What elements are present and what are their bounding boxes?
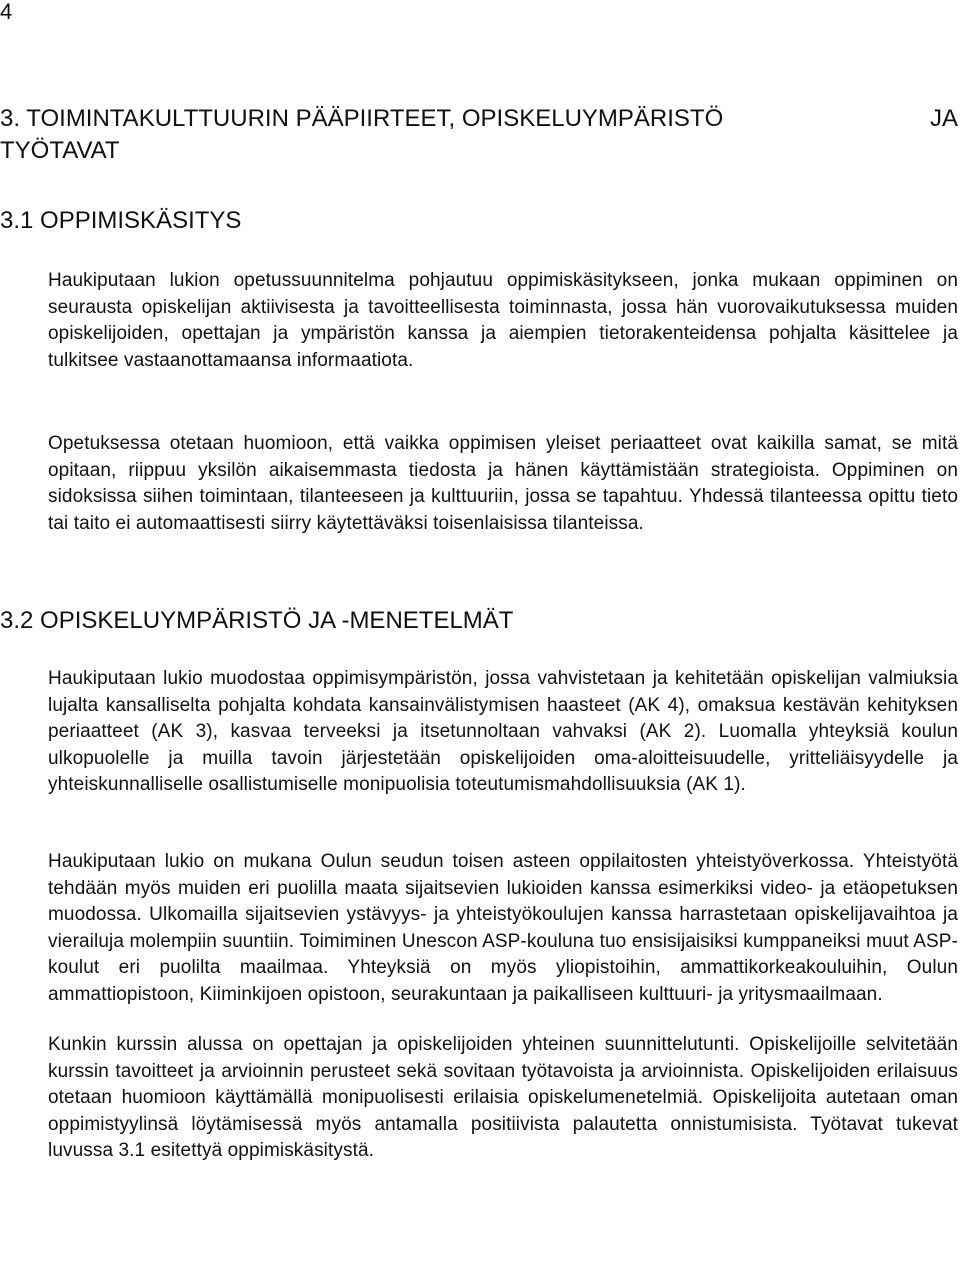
paragraph: Kunkin kurssin alussa on opettajan ja opiskelijoiden yhteinen suunnittelutunti. Opiskelijoille selvitetään kurssin tavoitteet ja arvioinnin perusteet sekä sovitaan työtavoista ja arvioinnista. Opiskelijoiden erilaisuus otetaan huomioon käyttämällä monipuolisesti erilaisia opiskelumenetelmiä. Opiskelijoita autetaan oman oppimistyylinsä löytämisessä myös antamalla positiivista palautetta onnistumisista. Työtavat tukevat luvussa 3.1 esitettyä oppimiskäsitystä.	[48, 1034, 958, 1161]
section-heading-oppimiskasitys: 3.1 OPPIMISKÄSITYS	[0, 207, 242, 234]
chapter-heading-line1-right: JA	[929, 105, 958, 132]
chapter-heading-line1	[0, 103, 958, 135]
chapter-heading-line2: TYÖTAVAT	[0, 137, 120, 164]
chapter-heading-line1-left: 3. TOIMINTAKULTTUURIN PÄÄPIIRTEET, OPISKELUYMPÄRISTÖ	[0, 105, 724, 132]
paragraph: Opetuksessa otetaan huomioon, että vaikka oppimisen yleiset periaatteet ovat kaikilla samat, se mitä opitaan, riippuu yksilön aikaisemmasta tiedosta ja hänen käyttämistään strategioista. Oppiminen on sidoksissa siihen toimintaan, tilanteeseen ja kulttuuriin, jossa se tapahtuu. Yhdessä tilanteessa opittu tieto tai taito ei automaattisesti siirry käytettäväksi toisenlaisissa tilanteissa.	[48, 433, 958, 534]
paragraph: Haukiputaan lukio on mukana Oulun seudun toisen asteen oppilaitosten yhteistyöverkossa. Yhteistyötä tehdään myös muiden eri puolilla maata sijaitsevien lukioiden kanssa esimerkiksi video- ja etäopetuksen muodossa. Ulkomailla sijaitsevien ystävyys- ja yhteistyökoulujen kanssa harrastetaan opiskelijavaihtoa ja vierailuja molempiin suuntiin. Toimiminen Unescon ASP-kouluna tuo ensisijaisiksi kumppaneiksi muut ASP-koulut eri puolilta maailmaa. Yhteyksiä on myös yliopistoihin, ammattikorkeakouluihin, Oulun ammattiopistoon, Kiiminkijoen opistoon, seurakuntaan ja paikalliseen kulttuuri- ja yritysmaailmaan.	[48, 851, 958, 1005]
section-heading-opiskeluymparisto: 3.2 OPISKELUYMPÄRISTÖ JA -MENETELMÄT	[0, 607, 514, 634]
paragraph: Haukiputaan lukio muodostaa oppimisympäristön, jossa vahvistetaan ja kehitetään opiskelijan valmiuksia lujalta kansalliselta pohjalta kohdata kansainvälistymisen haasteet (AK 4), omaksua kestävän kehityksen periaatteet (AK 3), kasvaa terveeksi ja itsetunnoltaan vahvaksi (AK 2). Luomalla yhteyksiä koulun ulkopuolelle ja muilla tavoin järjestetään opiskelijoiden oma-aloitteisuudelle, yritteliäisyydelle ja yhteiskunnalliselle osallistumiselle monipuolisia toteutumismahdollisuuksia (AK 1).	[48, 668, 958, 795]
paragraph: Haukiputaan lukion opetussuunnitelma pohjautuu oppimiskäsitykseen, jonka mukaan oppiminen on seurausta opiskelijan aktiivisesta ja tavoitteellisesta toiminnasta, jossa hän vuorovaikutuksessa muiden opiskelijoiden, opettajan ja ympäristön kanssa ja aiempien tietorakenteidensa pohjalta käsittelee ja tulkitsee vastaanottamaansa informaatiota.	[48, 270, 958, 371]
page-number: 4	[0, 0, 13, 24]
chapter-heading	[0, 103, 958, 167]
